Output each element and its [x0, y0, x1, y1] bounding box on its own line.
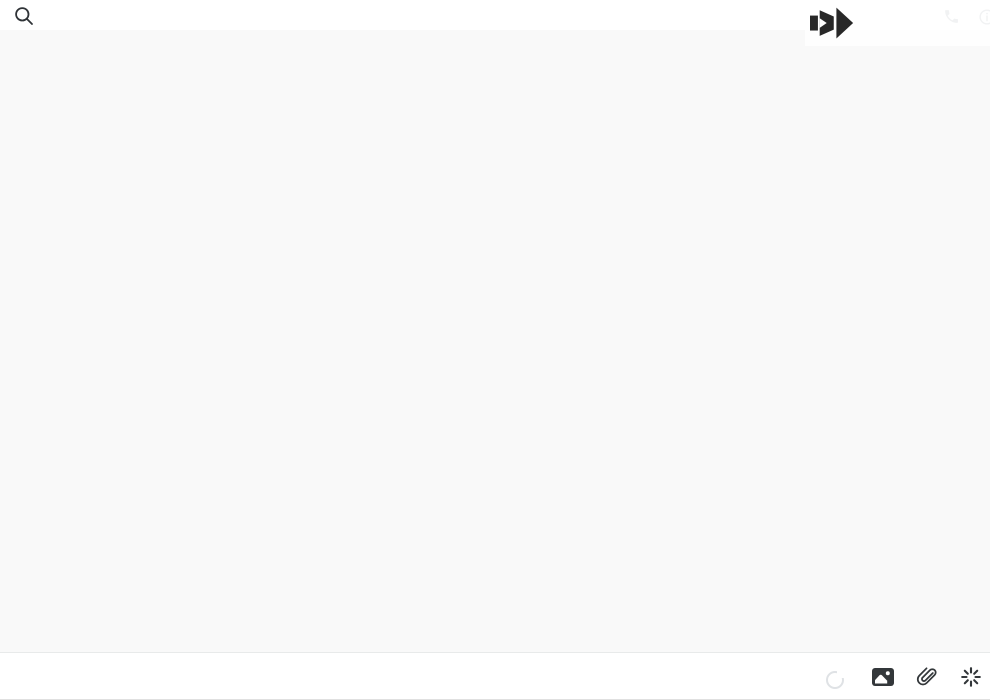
attach-file-icon[interactable]: [914, 665, 940, 691]
add-image-icon[interactable]: [870, 665, 896, 691]
screencastify-logo-icon: [810, 5, 854, 42]
timed-message-button[interactable]: [822, 665, 848, 691]
message-input[interactable]: [62, 668, 662, 680]
search-icon[interactable]: [13, 6, 35, 28]
timer-circle: [826, 671, 844, 689]
screencastify-watermark: [805, 0, 990, 46]
composer-bar: [0, 652, 990, 700]
ping-icon[interactable]: [958, 665, 984, 691]
